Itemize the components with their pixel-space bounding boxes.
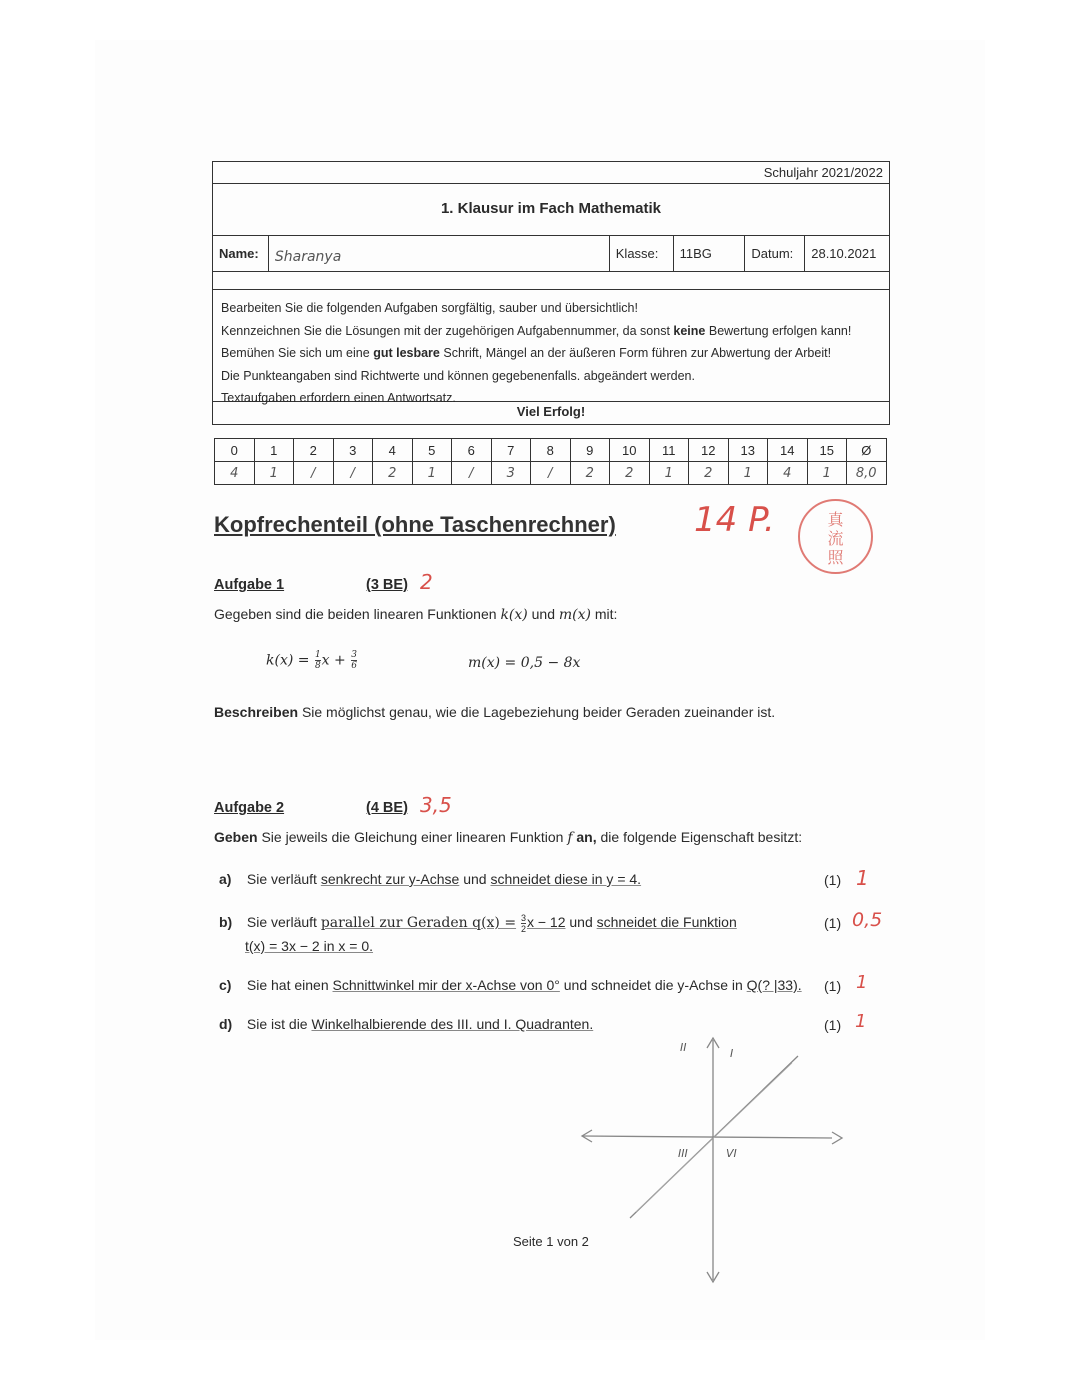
name-value: Sharanya — [269, 236, 610, 271]
task2d-points: (1) — [824, 1017, 842, 1033]
exam-title: 1. Klausur im Fach Mathematik — [213, 184, 889, 236]
task2-intro: Geben Sie jeweils die Gleichung einer linearen Funktion f an, die folgende Eigenschaft besitzt: — [214, 829, 803, 846]
score-table — [214, 438, 887, 485]
task2a-grade: 1 — [856, 866, 869, 890]
task2-heading: Aufgabe 2 (4 BE) 3,5 — [214, 793, 452, 817]
task1-intro: Gegeben sind die beiden linearen Funktionen k(x) und m(x) mit: — [214, 606, 618, 623]
page-footer: Seite 1 von 2 — [513, 1234, 589, 1249]
task2d: d) Sie ist die Winkelhalbierende des III. und I. Quadranten. — [219, 1016, 594, 1032]
date-label: Datum: — [745, 236, 805, 271]
class-value: 11BG — [674, 236, 746, 271]
total-points: 14 P. — [694, 500, 775, 540]
good-luck: Viel Erfolg! — [516, 404, 586, 419]
coordinate-sketch — [570, 1030, 860, 1290]
task2b-grade: 0,5 — [852, 909, 883, 931]
task2-grade: 3,5 — [419, 793, 452, 817]
section-title: Kopfrechenteil (ohne Taschenrechner) — [214, 512, 616, 537]
class-label: Klasse: — [610, 236, 674, 271]
task2b-points: (1) — [824, 915, 842, 931]
task1-heading: Aufgabe 1 (3 BE) 2 — [214, 570, 433, 594]
equation-m: m(x) = 0,5 − 8x — [468, 655, 581, 671]
task2c-points: (1) — [824, 978, 842, 994]
teacher-stamp: 真 流 照 — [798, 499, 873, 574]
task2d-grade: 1 — [855, 1011, 867, 1032]
task1-question: Beschreiben Sie möglichst genau, wie die Lagebeziehung beider Geraden zueinander ist. — [214, 704, 776, 720]
task2a-points: (1) — [824, 872, 842, 888]
equation-k: k(x) = $\frac{1}{8}$ x + $\frac{3}{6}$ — [266, 650, 357, 671]
instructions: Bearbeiten Sie die folgenden Aufgaben sorgfältig, sauber und übersichtlich! Kennzeichnen Sie die Lösungen mit der zugehörigen Aufgabennummer, da sonst keine Bewertung erfolgen kann! Bemühen Sie sich um eine gut lesbare Schrift, Mängel an der äußeren Form führen zur Abwertung der Arbeit! Die Punkteangaben sind Richtwerte und können gegebenenfalls. abgeändert werden. Textaufgaben erfordern einen Antwortsatz. — [213, 290, 889, 402]
task1-grade: 2 — [419, 570, 433, 594]
task2c: c) Sie hat einen Schnittwinkel mir der x-Achse von 0° und schneidet die y-Achse in Q(? |33). — [219, 977, 802, 993]
quadrant-label-3: III — [678, 1147, 688, 1160]
x-axis — [582, 1136, 832, 1138]
task2b: b) Sie verläuft parallel zur Geraden q(x) = $\frac{3}{2}$ x − 12 und schneidet die Funktion — [219, 913, 737, 934]
score-value-row: 4 1 / / 2 1 / 3 / 2 2 1 2 1 4 1 8,0 — [215, 462, 887, 485]
date-value: 28.10.2021 — [811, 246, 877, 261]
header-table — [212, 161, 890, 425]
quadrant-label-2: II — [680, 1041, 687, 1054]
quadrant-label-4: VI — [726, 1147, 737, 1160]
quadrant-label-1: I — [730, 1047, 734, 1060]
task2b-line2: t(x) = 3x − 2 in x = 0. — [245, 938, 374, 954]
score-header-row: 0 1 2 3 4 5 6 7 8 9 10 11 12 13 14 15 Ø — [215, 439, 887, 462]
task2c-grade: 1 — [856, 972, 868, 993]
task2a: a) Sie verläuft senkrecht zur y-Achse und schneidet diese in y = 4. — [219, 871, 642, 887]
school-year: Schuljahr 2021/2022 — [763, 165, 883, 180]
x-arrow-right — [832, 1132, 842, 1144]
name-label: Name: — [213, 236, 269, 271]
